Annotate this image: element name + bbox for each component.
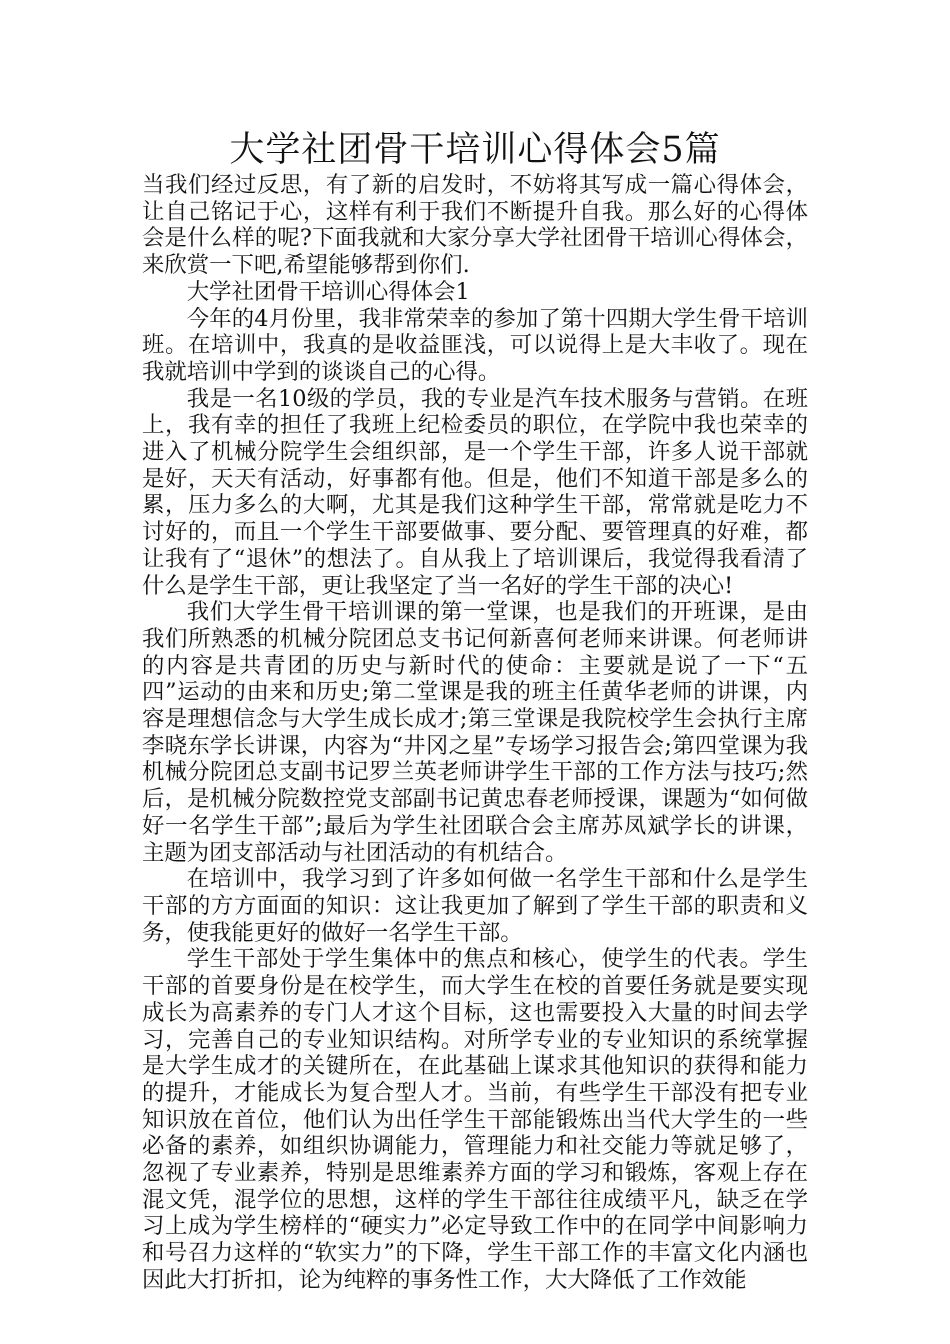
paragraph-intro: 当我们经过反思，有了新的启发时，不妨将其写成一篇心得体会，让自己铭记于心，这样有利于我们不断提升自我。那么好的心得体会是什么样的呢?下面我就和大家分享大学社团骨干培训心得体会，来欣赏一下吧,希望能够帮到你们. bbox=[142, 172, 808, 279]
section-heading-1: 大学社团骨干培训心得体会1 bbox=[186, 278, 470, 305]
document-body bbox=[142, 128, 808, 1294]
paragraph-3: 我们大学生骨干培训课的第一堂课，也是我们的开班课，是由我们所熟悉的机械分院团总支书记何新喜何老师来讲课。何老师讲的内容是共青团的历史与新时代的使命：主要就是说了一下“五四”运动的由来和历史;第二堂课是我的班主任黄华老师的讲课，内容是理想信念与大学生成长成才;第三堂课是我院校学生会执行主席李晓东学长讲课，内容为“井冈之星”专场学习报告会;第四堂课为我机械分院团总支副书记罗兰英老师讲学生干部的工作方法与技巧;然后，是机械分院数控党支部副书记黄忠春老师授课，课题为“如何做好一名学生干部”;最后为学生社团联合会主席苏凤斌学长的讲课，主题为团支部活动与社团活动的有机结合。 bbox=[142, 599, 808, 866]
paragraph-1: 今年的4月份里，我非常荣幸的参加了第十四期大学生骨干培训班。在培训中，我真的是收益匪浅，可以说得上是大丰收了。现在我就培训中学到的谈谈自己的心得。 bbox=[142, 305, 808, 385]
paragraph-5: 学生干部处于学生集体中的焦点和核心，使学生的代表。学生干部的首要身份是在校学生，而大学生在校的首要任务就是要实现成长为高素养的专门人才这个目标，这也需要投入大量的时间去学习，完善自己的专业知识结构。对所学专业的专业知识的系统掌握是大学生成才的关键所在，在此基础上谋求其他知识的获得和能力的提升，才能成长为复合型人才。当前，有些学生干部没有把专业知识放在首位，他们认为出任学生干部能锻炼出当代大学生的一些必备的素养，如组织协调能力，管理能力和社交能力等就足够了，忽视了专业素养，特别是思维素养方面的学习和锻炼，客观上存在混文凭，混学位的思想，这样的学生干部往往成绩平凡，缺乏在学习上成为学生榜样的“硬实力”必定导致工作中的在同学中间影响力和号召力这样的“软实力”的下降，学生干部工作的丰富文化内涵也因此大打折扣，论为纯粹的事务性工作，大大降低了工作效能 bbox=[142, 946, 808, 1293]
paragraph-2: 我是一名10级的学员，我的专业是汽车技术服务与营销。在班上，我有幸的担任了我班上纪检委员的职位，在学院中我也荣幸的进入了机械分院学生会组织部，是一个学生干部，许多人说干部就是好，天天有活动，好事都有他。但是，他们不知道干部是多么的累，压力多么的大啊，尤其是我们这种学生干部，常常就是吃力不讨好的，而且一个学生干部要做事、要分配、要管理真的好难，都让我有了“退休”的想法了。自从我上了培训课后，我觉得我看清了什么是学生干部，更让我坚定了当一名好的学生干部的决心! bbox=[142, 385, 808, 599]
document-title: 大学社团骨干培训心得体会5篇 bbox=[229, 130, 721, 170]
paragraph-4: 在培训中，我学习到了许多如何做一名学生干部和什么是学生干部的方方面面的知识：这让我更加了解到了学生干部的职责和义务，使我能更好的做好一名学生干部。 bbox=[142, 866, 808, 946]
